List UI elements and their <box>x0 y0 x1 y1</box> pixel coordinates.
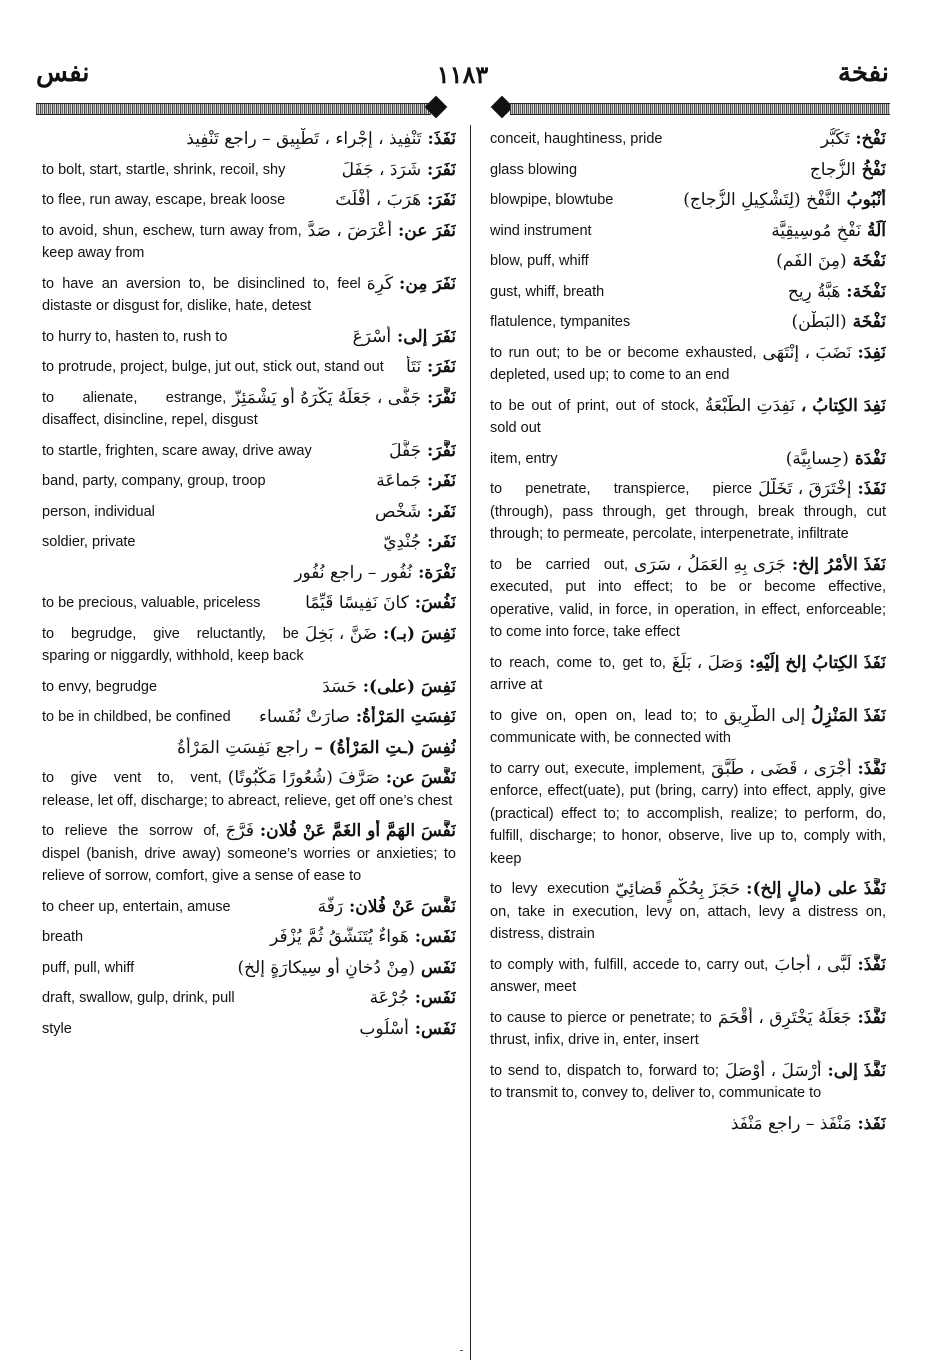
english-definition: to cause to pierce or penetrate; to thrust, infix, drive in, enter, insert <box>490 1009 712 1048</box>
arabic-headword-term: نَفْخُ <box>861 159 886 180</box>
arabic-headword-term: نَفَرَ مِن: <box>399 273 456 294</box>
arabic-headword <box>270 926 456 949</box>
english-definition: band, party, company, group, troop <box>42 473 266 489</box>
english-definition: to be in childbed, be confined <box>42 709 231 725</box>
dictionary-entry <box>490 220 886 243</box>
dictionary-entry <box>490 1007 886 1052</box>
arabic-headword-term: نَفَس: <box>414 1018 456 1039</box>
arabic-gloss: جَرَى بِهِ العَمَلُ ، سَرَى <box>634 554 786 575</box>
arabic-headword <box>788 281 886 304</box>
arabic-gloss: (البَطْن) <box>791 312 847 332</box>
arabic-gloss: جَعَلَهُ يَخْتَرِق ، أقْحَمَ <box>717 1007 852 1028</box>
dictionary-entry <box>42 926 456 949</box>
arabic-headword <box>786 448 886 471</box>
arabic-headword <box>318 896 456 919</box>
english-definition: conceit, haughtiness, pride <box>490 131 663 147</box>
arabic-gloss: إخْتَرَقَ ، تَخَلَّلَ <box>758 479 852 499</box>
arabic-headword <box>228 767 456 790</box>
english-definition: to give on, open on, lead to; to communicate with, be connected with <box>490 707 731 746</box>
english-definition: style <box>42 1020 72 1037</box>
english-definition: to be carried out, executed, put into effect; to be or become effective, operative, valid, in force, in operation, in effect, enforceable; to come into force, take effect <box>490 556 886 640</box>
arabic-gloss: نَتَأَ <box>406 357 422 377</box>
arabic-headword <box>672 652 886 675</box>
arabic-headword <box>683 189 886 212</box>
english-definition: to startle, frighten, scare away, drive away <box>42 442 312 459</box>
arabic-headword <box>359 1018 456 1041</box>
arabic-headword-term: نَفَّذَ: <box>857 758 886 779</box>
arabic-gloss: راجع نَفِسَتِ المَرْأةُ <box>177 737 309 758</box>
arabic-headword-term: نَفْرَة: <box>418 562 456 583</box>
arabic-gloss: (حِسابِيَّة) <box>785 448 849 469</box>
arabic-gloss: (مِنَ الفَم) <box>776 251 847 271</box>
english-definition: to bolt, start, startle, shrink, recoil, shy <box>42 161 286 178</box>
dictionary-entry <box>42 220 456 265</box>
english-definition: puff, pull, whiff <box>42 959 135 976</box>
arabic-headword <box>225 820 456 843</box>
arabic-headword-term: نُفِسَ (ـتِ المَرْأةُ) – <box>314 737 456 758</box>
arabic-headword-term: نَفَرَ إلى: <box>397 326 456 347</box>
arabic-gloss: صارَتْ نُفَساء <box>259 707 350 727</box>
arabic-gloss: هَرَبَ ، أفْلَتَ <box>335 190 422 210</box>
arabic-headword-term: نَفَذَ الكِتابُ إلخ إلَيْهِ: <box>749 652 886 673</box>
english-definition: to send to, dispatch to, forward to; to transmit to, convey to, deliver to, communicate to <box>490 1062 822 1101</box>
arabic-gloss: إلى الطَّرِيق <box>723 705 806 726</box>
arabic-headword <box>705 395 886 418</box>
arabic-gloss: نُفُور – راجع نُفُور <box>294 562 413 583</box>
arabic-gloss: حَسَدَ <box>322 676 357 697</box>
arabic-headword-term: نَفَس <box>420 957 456 978</box>
arabic-gloss: وَصَلَ ، بَلَغَ <box>671 652 744 673</box>
arabic-gloss: نَفْخٍ مُوسِيقِيَّة <box>771 220 862 241</box>
arabic-headword <box>42 562 456 585</box>
dictionary-entry <box>42 896 456 919</box>
arabic-headword <box>232 387 456 410</box>
arabic-headword-term: نَفَّرَ: <box>427 387 456 408</box>
english-definition: gust, whiff, breath <box>490 283 605 300</box>
english-definition: to run out; to be or become exhausted, depleted, used up; to come to an end <box>490 344 757 383</box>
arabic-headword <box>367 273 456 296</box>
english-definition: to avoid, shun, eschew, turn away from, keep away from <box>42 222 302 261</box>
arabic-gloss: أسْرَعَ <box>352 326 392 347</box>
arabic-gloss: صَرَّفَ (شُعُورًا مَكْبُوتًا) <box>227 768 380 788</box>
arabic-gloss: شَخْص <box>375 501 422 522</box>
arabic-gloss: جُرْعَة <box>369 988 409 1008</box>
english-definition: to protrude, project, bulge, jut out, stick out, stand out <box>42 359 384 375</box>
arabic-headword-term: نَفِسَتِ المَرْأةُ: <box>355 707 456 727</box>
header-rule-left <box>36 103 431 115</box>
arabic-gloss: (مِنْ دُخانٍ أو سِيكارَةٍ إلخ) <box>237 957 416 978</box>
dictionary-entry <box>490 342 886 387</box>
arabic-gloss: النَّفْخ (لِتَشْكِيلِ الزُّجاج) <box>683 190 841 210</box>
arabic-gloss: هَبَّةُ رِيح <box>787 281 841 302</box>
dictionary-entry <box>42 957 456 980</box>
arabic-headword <box>342 159 456 182</box>
english-definition: breath <box>42 929 84 945</box>
dictionary-entry <box>42 440 456 463</box>
dictionary-entry <box>490 128 886 151</box>
arabic-headword-term: نَفْخَة <box>852 312 886 332</box>
right-column <box>490 128 886 1143</box>
english-definition: to cheer up, entertain, amuse <box>42 898 231 915</box>
dictionary-entry <box>42 592 456 615</box>
dictionary-entry <box>42 159 456 182</box>
arabic-headword <box>725 1060 886 1083</box>
arabic-headword <box>376 470 456 493</box>
dictionary-entry <box>42 562 456 585</box>
left-column <box>42 128 456 1048</box>
english-definition: to relieve the sorrow of, dispel (banish, drive away) someone’s worries or anxieties; to relieve of sorrow, comfort, give a sense of ease to <box>42 823 456 884</box>
arabic-headword <box>762 342 886 365</box>
arabic-headword-term: نَفْخ: <box>855 129 886 149</box>
arabic-headword-term: نَفَّذَ إلى: <box>827 1060 886 1081</box>
english-definition: soldier, private <box>42 534 136 550</box>
arabic-gloss: هَواءٌ يُتَنَشَّقُ ثُمَّ يُزْفَر <box>270 927 409 947</box>
arabic-gloss: لَبَّى ، أجابَ <box>774 954 852 975</box>
english-definition: to begrudge, give reluctantly, be sparing or niggardly, withhold, keep back <box>42 625 304 664</box>
arabic-headword <box>724 705 886 728</box>
english-definition: draft, swallow, gulp, drink, pull <box>42 990 235 1006</box>
dictionary-entry <box>42 387 456 432</box>
dictionary-entry <box>490 652 886 697</box>
arabic-headword <box>375 501 456 524</box>
arabic-headword <box>821 128 886 151</box>
arabic-headword <box>370 987 456 1010</box>
dictionary-entry <box>42 128 456 151</box>
arabic-headword-term: نَفِدَ الكِتابُ ، <box>800 395 886 416</box>
english-definition: to envy, begrudge <box>42 678 158 695</box>
page-number: ١١٨٣ <box>436 60 489 89</box>
dictionary-entry <box>42 326 456 349</box>
english-definition: to reach, come to, get to, arrive at <box>490 654 666 693</box>
english-definition: to levy execution on, take in execution, levy on, attach, levy a distress on, distress, distrain <box>490 881 886 942</box>
english-definition: to be precious, valuable, priceless <box>42 595 261 611</box>
english-definition: to flee, run away, escape, break loose <box>42 192 286 208</box>
arabic-headword-term: آلَةُ <box>866 220 886 241</box>
arabic-headword-term: نَفَرَ: <box>427 159 456 180</box>
arabic-headword <box>389 440 456 463</box>
dictionary-entry <box>42 470 456 493</box>
english-definition: to penetrate, transpierce, pierce (through), pass through, get through, break through, cut through; to permeate, percolate, interpenetrate, infiltrate <box>490 481 886 542</box>
arabic-gloss: شَرَدَ ، جَفَلَ <box>341 159 422 180</box>
arabic-headword-term: نَفَرَ عن: <box>398 220 456 241</box>
dictionary-entry <box>490 448 886 471</box>
arabic-headword <box>406 356 456 379</box>
arabic-gloss: رَفَّهَ <box>317 896 344 917</box>
dictionary-entry <box>490 758 886 871</box>
arabic-headword-term: نَفِدَ: <box>857 342 886 363</box>
dictionary-entry <box>42 676 456 699</box>
arabic-headword <box>771 220 886 243</box>
arabic-headword-term: نَفْخَة: <box>846 281 886 302</box>
arabic-headword-term: نَفَر: <box>427 501 456 522</box>
dictionary-entry <box>42 189 456 212</box>
dictionary-entry <box>42 987 456 1010</box>
arabic-gloss: كانَ نَفِيسًا قَيِّمًا <box>305 593 409 613</box>
arabic-headword <box>791 311 886 334</box>
arabic-headword-term: نَفَّسَ عن: <box>385 768 456 788</box>
arabic-gloss: نَفِدَتِ الطَّبْعَةُ <box>704 395 795 416</box>
arabic-headword-term: نَفَّسَ عَنْ فُلان: <box>349 896 456 917</box>
english-definition: to carry out, execute, implement, enforce, effect(uate), put (bring, carry) into effect, apply, give (practical) effect to; to accomplish, realize; to perform, do, fulfill, discharge; to honor, observe, live up to, comply with, keep <box>490 760 886 867</box>
english-definition: to have an aversion to, be disinclined to, feel distaste or disgust for, dislike, hate, detest <box>42 275 361 314</box>
arabic-gloss: حَجَزَ بِحُكْمٍ قَضائِيّ <box>615 879 741 899</box>
arabic-headword <box>711 758 886 781</box>
arabic-headword <box>308 220 456 243</box>
arabic-headword-term: نَفَر: <box>427 532 456 552</box>
arabic-gloss: جَماعَة <box>376 471 422 491</box>
arabic-gloss: جَفَّلَ <box>389 440 422 461</box>
arabic-headword-term: نَفَس: <box>414 927 456 947</box>
arabic-headword-term: نَفْدَة <box>854 448 886 469</box>
arabic-headword <box>259 706 456 729</box>
arabic-gloss: الزُّجاج <box>809 159 856 180</box>
arabic-headword-term: نَفُسَ: <box>414 593 456 613</box>
arabic-headword-term: نَفَذَ المَنْزِلُ <box>811 705 886 726</box>
english-definition: wind instrument <box>490 222 592 239</box>
arabic-headword-term: نَفَّسَ الهَمَّ أو الغَمَّ عَنْ فُلان: <box>259 821 456 841</box>
dictionary-entry <box>490 954 886 999</box>
english-definition: glass blowing <box>490 161 578 178</box>
dictionary-entry <box>490 878 886 946</box>
dictionary-entry <box>42 356 456 379</box>
arabic-headword-term: نَفِسَ (على): <box>362 676 456 697</box>
english-definition: flatulence, tympanites <box>490 314 631 330</box>
arabic-headword <box>383 531 456 554</box>
arabic-gloss: تَنْفِيذ ، إجْراء ، تَطْبِيق – راجع تَنْفِيذ <box>186 129 422 149</box>
english-definition: blow, puff, whiff <box>490 253 589 269</box>
dictionary-entry <box>490 554 886 644</box>
page-header <box>36 58 889 98</box>
arabic-gloss: فَرَّجَ <box>225 821 254 841</box>
arabic-headword <box>353 326 456 349</box>
arabic-headword-term: نَفَّرَ: <box>427 440 456 461</box>
arabic-headword-term: نَفَس: <box>414 988 456 1008</box>
arabic-gloss: أرْسَلَ ، أوْصَلَ <box>724 1060 822 1081</box>
arabic-gloss: نَضَبَ ، إنْتَهَى <box>762 342 852 363</box>
left-guide-word: نفس <box>36 58 90 88</box>
header-rule-right <box>510 103 890 115</box>
arabic-gloss: جُنْدِيّ <box>383 532 422 552</box>
arabic-headword-term: نَفَذَ: <box>857 479 886 499</box>
arabic-headword <box>776 250 886 273</box>
arabic-headword <box>615 878 886 901</box>
arabic-headword <box>490 1113 886 1136</box>
arabic-headword <box>774 954 886 977</box>
arabic-gloss: أسْلُوب <box>359 1018 409 1039</box>
dictionary-entry <box>42 531 456 554</box>
arabic-headword <box>810 159 886 182</box>
english-definition: to comply with, fulfill, accede to, carry out, answer, meet <box>490 956 769 995</box>
dictionary-entry <box>490 478 886 546</box>
dictionary-entry <box>42 623 456 668</box>
dictionary-entry <box>42 767 456 812</box>
arabic-headword-term: نَفَذ: <box>857 1113 886 1134</box>
arabic-headword-term: نَفَّذَ: <box>857 1007 886 1028</box>
english-definition: to give vent to, vent, release, let off, discharge; to abreact, relieve, get off one’s chest <box>42 770 453 809</box>
footer-mark <box>460 1350 463 1351</box>
arabic-gloss: كَرِهَ <box>366 273 394 294</box>
arabic-gloss: أجْرَى ، قَضَى ، طَبَّقَ <box>711 758 852 779</box>
dictionary-entry <box>42 820 456 888</box>
arabic-headword <box>238 957 456 980</box>
dictionary-entry <box>490 189 886 212</box>
dictionary-entry <box>490 311 886 334</box>
dictionary-entry <box>42 273 456 318</box>
arabic-headword <box>305 592 456 615</box>
arabic-headword <box>42 128 456 151</box>
dictionary-entry <box>42 706 456 729</box>
arabic-headword-term: نَفَّذَ على (مالٍ إلخ): <box>746 879 886 899</box>
dictionary-entry <box>42 737 456 760</box>
dictionary-entry <box>490 1113 886 1136</box>
english-definition: to alienate, estrange, disaffect, disincline, repel, disgust <box>42 389 258 428</box>
arabic-headword <box>758 478 886 501</box>
arabic-headword <box>42 737 456 760</box>
dictionary-entry <box>490 395 886 440</box>
dictionary-entry <box>490 250 886 273</box>
arabic-headword-term: نَفَذَ: <box>427 129 456 149</box>
arabic-headword-term: نَفَذَ الأمْرُ إلخ: <box>791 554 886 575</box>
arabic-headword <box>305 623 456 646</box>
arabic-gloss: جَفَّى ، جَعَلَهُ يَكْرَهُ أو يَشْمَئِزّ <box>232 387 422 408</box>
arabic-headword-term: نَفَرَ: <box>427 357 456 377</box>
arabic-headword-term: نَفَرَ: <box>427 190 456 210</box>
arabic-headword-term: نَفِسَ (بـ): <box>383 623 456 644</box>
dictionary-entry <box>490 705 886 750</box>
dictionary-entry <box>490 159 886 182</box>
arabic-gloss: ضَنَّ ، بَخِلَ <box>304 623 378 644</box>
right-guide-word: نفخة <box>837 58 889 88</box>
arabic-headword-term: نَفَر: <box>427 471 456 491</box>
arabic-headword <box>634 554 886 577</box>
arabic-headword <box>718 1007 886 1030</box>
arabic-gloss: تَكَبُّر <box>820 129 850 149</box>
arabic-headword <box>322 676 456 699</box>
arabic-gloss: مَنْفَذ – راجع مَنْفَذ <box>730 1113 852 1134</box>
arabic-headword-term: نَفْخَة <box>852 251 886 271</box>
english-definition: blowpipe, blowtube <box>490 192 614 208</box>
dictionary-entry <box>490 1060 886 1105</box>
dictionary-entry <box>42 501 456 524</box>
english-definition: item, entry <box>490 450 558 467</box>
dictionary-entry <box>490 281 886 304</box>
column-divider <box>470 125 471 1360</box>
arabic-headword-term: نَفَّذَ: <box>857 954 886 975</box>
english-definition: person, individual <box>42 503 155 520</box>
english-definition: to be out of print, out of stock, sold out <box>490 397 699 436</box>
english-definition: to hurry to, hasten to, rush to <box>42 328 228 345</box>
arabic-headword <box>335 189 456 212</box>
dictionary-entry <box>42 1018 456 1041</box>
arabic-headword-term: أنْبُوبُ <box>846 190 886 210</box>
arabic-gloss: أعْرَضَ ، صَدَّ <box>307 220 393 241</box>
